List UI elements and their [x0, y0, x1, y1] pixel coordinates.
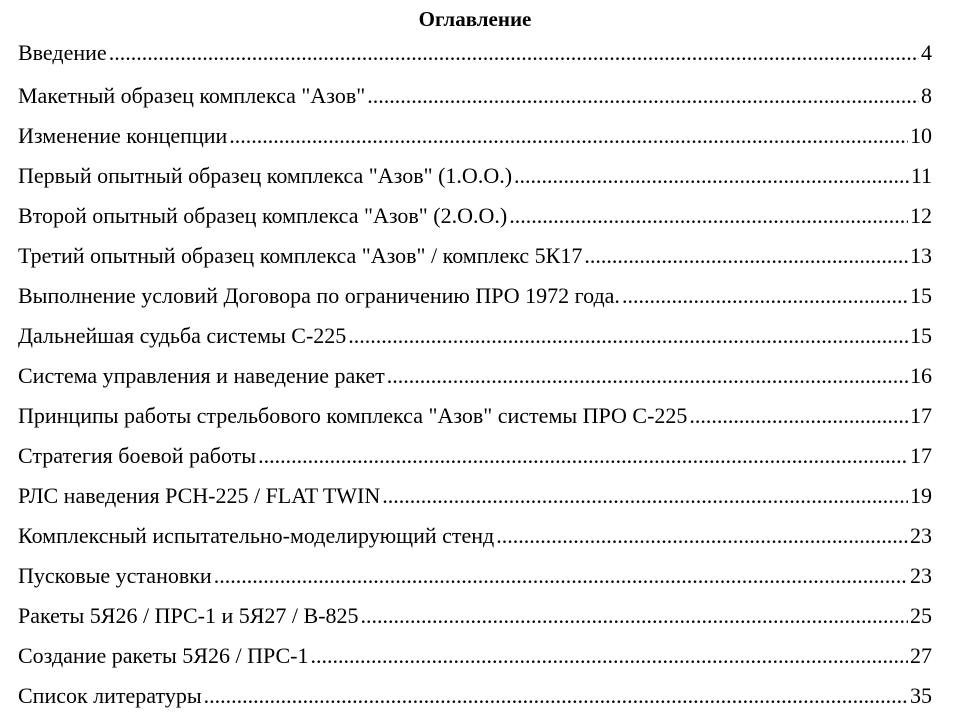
toc-dot-leader	[387, 356, 908, 396]
toc-dot-leader	[622, 276, 908, 316]
toc-entry-page: 17	[910, 443, 932, 468]
toc-dot-leader	[214, 556, 908, 596]
toc-entry[interactable]	[18, 196, 932, 236]
toc-entry[interactable]	[18, 116, 932, 156]
toc-dot-leader	[689, 396, 908, 436]
table-of-contents	[18, 0, 932, 716]
toc-entry-page: 11	[910, 163, 932, 188]
toc-entry-title: Комплексный испытательно-моделирующий стенд	[18, 523, 495, 548]
toc-entry-title: Первый опытный образец комплекса "Азов" (1.О.О.)	[18, 163, 513, 188]
toc-entry-title: Третий опытный образец комплекса "Азов" / комплекс 5К17	[18, 243, 583, 268]
toc-entry[interactable]	[18, 156, 932, 196]
toc-entry-title: Выполнение условий Договора по ограничению ПРО 1972 года.	[18, 283, 620, 308]
toc-entry-title: Ракеты 5Я26 / ПРС-1 и 5Я27 / В-825	[18, 603, 359, 628]
toc-entry-title: Стратегия боевой работы	[18, 443, 257, 468]
toc-entry[interactable]	[18, 436, 932, 476]
toc-entry-page: 35	[910, 683, 932, 708]
toc-dot-leader	[382, 476, 908, 516]
toc-dot-leader	[361, 596, 908, 636]
toc-entry[interactable]	[18, 276, 932, 316]
toc-entry[interactable]	[18, 236, 932, 276]
toc-entry[interactable]	[18, 396, 932, 436]
toc-entry-page: 17	[910, 403, 932, 428]
toc-entry[interactable]	[18, 76, 932, 116]
toc-entry-title: Принципы работы стрельбового комплекса "Азов" системы ПРО С-225	[18, 403, 688, 428]
toc-entry-title: Дальнейшая судьба системы С-225	[18, 323, 347, 348]
toc-dot-leader	[509, 196, 908, 236]
toc-entry-page: 12	[910, 203, 932, 228]
toc-entry-page: 15	[910, 323, 932, 348]
toc-entry-page: 27	[910, 643, 932, 668]
toc-entry-page: 19	[910, 483, 932, 508]
toc-entry-title: РЛС наведения РСН-225 / FLAT TWIN	[18, 483, 381, 508]
toc-dot-leader	[204, 676, 908, 716]
toc-dot-leader	[109, 30, 919, 76]
toc-entry-page: 23	[910, 523, 932, 548]
toc-entry-page: 25	[910, 603, 932, 628]
toc-dot-leader	[348, 316, 908, 356]
toc-entry-page: 16	[910, 363, 932, 388]
toc-entry[interactable]	[18, 356, 932, 396]
toc-entry-title: Введение	[18, 40, 107, 65]
toc-dot-leader	[229, 116, 908, 156]
toc-entry[interactable]	[18, 676, 932, 716]
toc-entry-title: Изменение концепции	[18, 123, 228, 148]
toc-entry[interactable]	[18, 636, 932, 676]
toc-entry-page: 8	[921, 83, 932, 108]
toc-entry-title: Макетный образец комплекса "Азов"	[18, 83, 366, 108]
toc-dot-leader	[584, 236, 908, 276]
toc-entry-title: Список литературы	[18, 683, 202, 708]
toc-list	[18, 30, 932, 716]
toc-entry-title: Система управления и наведение ракет	[18, 363, 385, 388]
toc-entry[interactable]	[18, 30, 932, 76]
toc-entry-title: Пусковые установки	[18, 563, 212, 588]
toc-dot-leader	[514, 156, 909, 196]
toc-entry[interactable]	[18, 516, 932, 556]
toc-entry[interactable]	[18, 476, 932, 516]
toc-dot-leader	[310, 636, 908, 676]
toc-entry-page: 15	[910, 283, 932, 308]
toc-entry-title: Второй опытный образец комплекса "Азов" (2.О.О.)	[18, 203, 508, 228]
toc-entry[interactable]	[18, 596, 932, 636]
toc-dot-leader	[496, 516, 908, 556]
toc-entry[interactable]	[18, 556, 932, 596]
toc-entry-page: 13	[910, 243, 932, 268]
toc-dot-leader	[258, 436, 908, 476]
toc-entry-title: Создание ракеты 5Я26 / ПРС-1	[18, 643, 309, 668]
toc-entry-page: 10	[910, 123, 932, 148]
toc-dot-leader	[367, 76, 919, 116]
toc-title: Оглавление	[418, 7, 532, 31]
toc-entry[interactable]	[18, 316, 932, 356]
toc-entry-page: 23	[910, 563, 932, 588]
toc-entry-page: 4	[921, 40, 932, 65]
